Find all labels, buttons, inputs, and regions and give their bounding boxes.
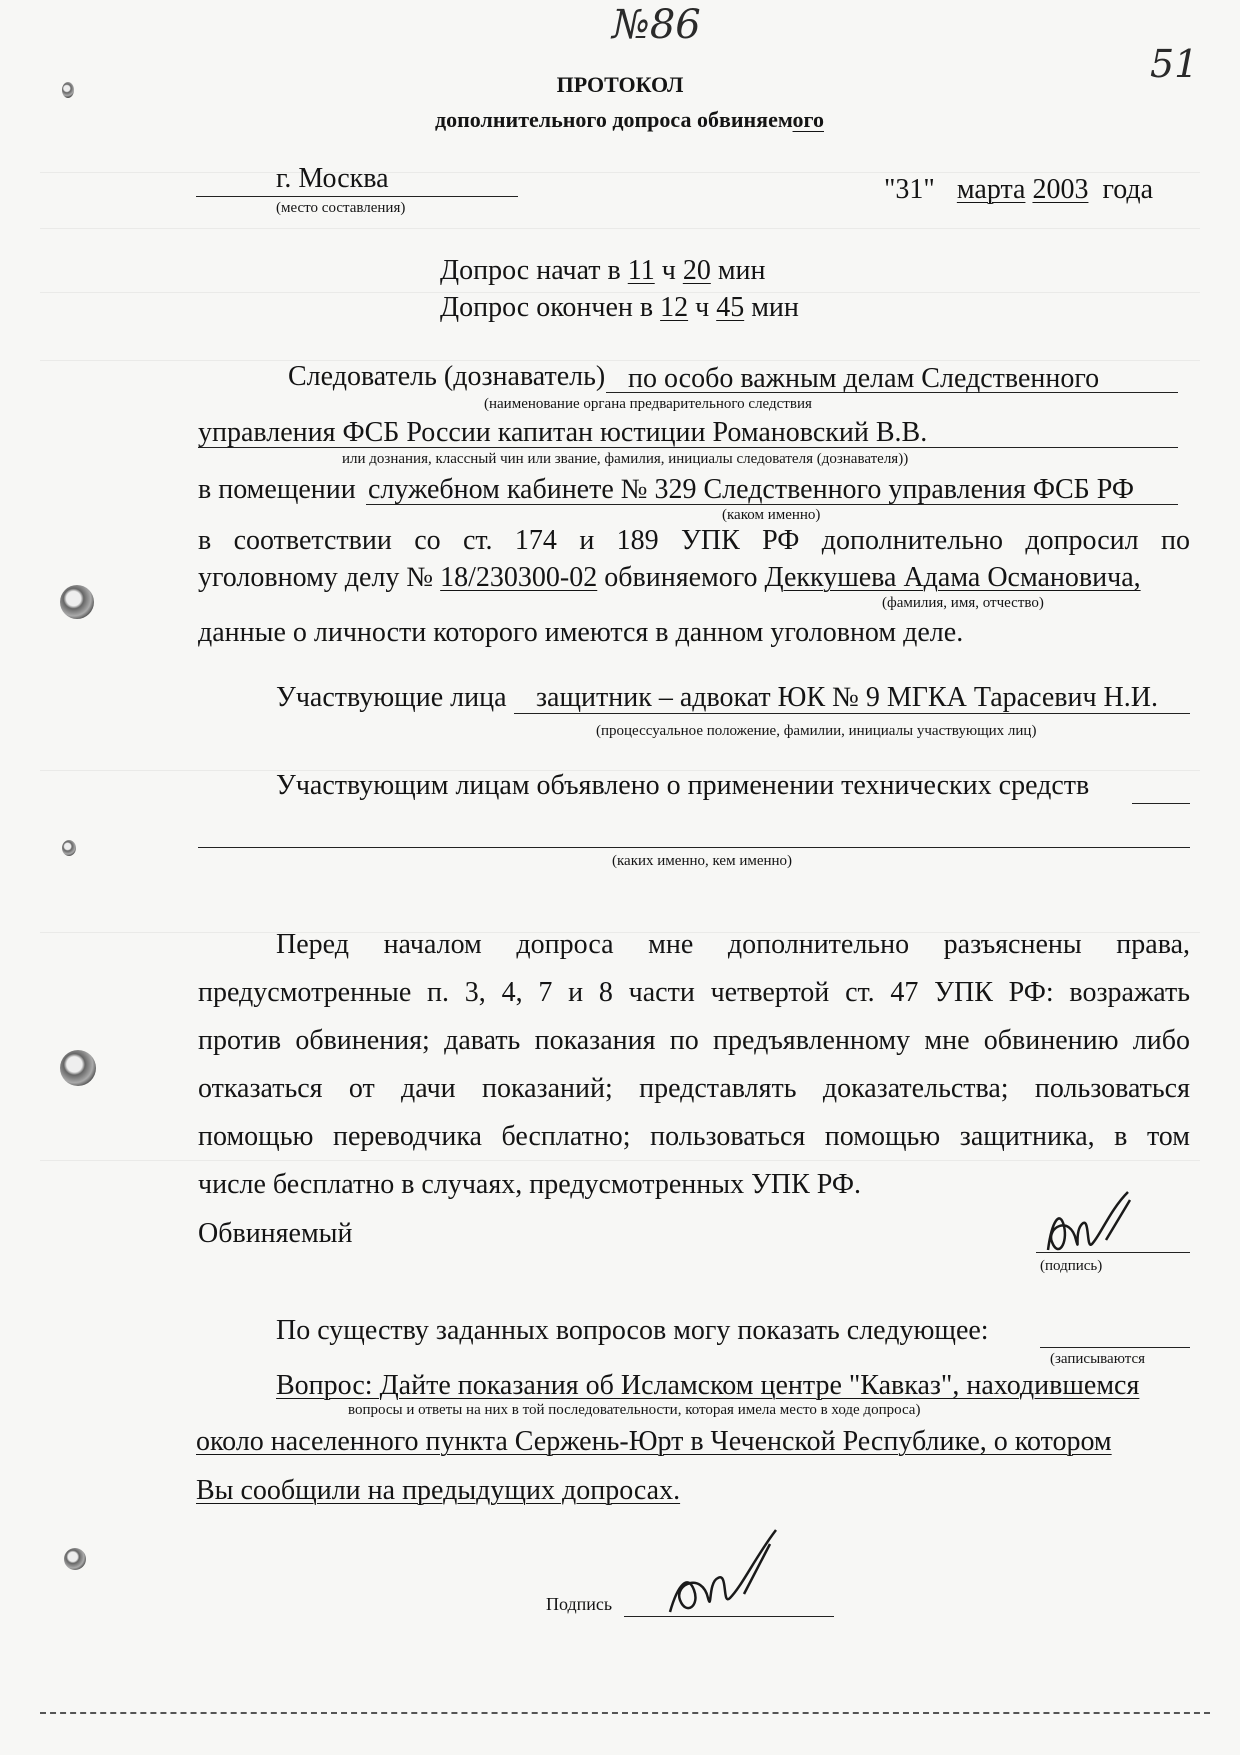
basis-line-3: данные о личности которого имеются в данном уголовном деле. bbox=[198, 617, 964, 648]
premises-value: служебном кабинете № 329 Следственного управления ФСБ РФ bbox=[368, 474, 1134, 505]
investigator-organ: по особо важным делам Следственного bbox=[628, 363, 1100, 394]
document-subtitle: дополнительного допроса обвиняемого bbox=[435, 107, 824, 132]
punch-hole bbox=[64, 1548, 86, 1570]
rights-line-5: помощью переводчика бесплатно; пользоваться помощью защитника, в том bbox=[198, 1121, 1190, 1152]
bleed-through-line bbox=[40, 360, 1200, 361]
investigator-label: Следователь (дознаватель) bbox=[288, 361, 606, 392]
basis-line-2: уголовному делу № 18/230300-02 обвиняемого Деккушева Адама Османовича, bbox=[198, 562, 1141, 593]
rights-line-6: числе бесплатно в случаях, предусмотренных УПК РФ. bbox=[198, 1169, 862, 1200]
testimony-caption-b: вопросы и ответы на них в той последовательности, которая имела место в ходе допроса) bbox=[348, 1402, 921, 1418]
punch-hole bbox=[62, 840, 76, 856]
participants-label: Участвующие лица bbox=[276, 682, 507, 713]
footer-signature bbox=[660, 1520, 790, 1620]
signature-caption: (подпись) bbox=[1040, 1258, 1103, 1274]
scan-edge bbox=[40, 1712, 1210, 1714]
accused-label: Обвиняемый bbox=[198, 1218, 353, 1249]
punch-hole bbox=[60, 585, 94, 619]
investigator-caption-2: или дознания, классный чин или звание, фамилия, инициалы следователя (дознавателя)) bbox=[342, 451, 909, 467]
rights-line-1: Перед началом допроса мне дополнительно разъяснены права, bbox=[276, 929, 1190, 960]
accused-signature-line bbox=[1036, 1252, 1190, 1253]
footer-signature-label: Подпись bbox=[546, 1594, 613, 1614]
rights-line-4: отказаться от дачи показаний; представлять доказательства; пользоваться bbox=[198, 1073, 1190, 1104]
document-title: ПРОТОКОЛ bbox=[556, 72, 684, 97]
place-value: г. Москва bbox=[276, 163, 389, 194]
rights-line-3: против обвинения; давать показания по предъявленному мне обвинению либо bbox=[198, 1025, 1190, 1056]
place-underline bbox=[196, 196, 518, 197]
investigator-name: управления ФСБ России капитан юстиции Романовский В.В. bbox=[198, 417, 928, 448]
premises-caption: (каком именно) bbox=[722, 507, 821, 523]
bleed-through-line bbox=[40, 172, 1200, 173]
basis-line-1: в соответствии со ст. 174 и 189 УПК РФ дополнительно допросил по bbox=[198, 525, 1190, 556]
participants-caption: (процессуальное положение, фамилии, инициалы участвующих лиц) bbox=[596, 723, 1037, 739]
participants-value: защитник – адвокат ЮК № 9 МГКА Тарасевич Н.И. bbox=[536, 682, 1159, 713]
testimony-caption-a: (записываются bbox=[1050, 1351, 1146, 1367]
technical-means-caption: (каких именно, кем именно) bbox=[612, 853, 793, 869]
testimony-intro-underline bbox=[1040, 1347, 1190, 1348]
investigator-caption-1: (наименование органа предварительного следствия bbox=[484, 396, 812, 412]
question-line-3: Вы сообщили на предыдущих допросах. bbox=[196, 1475, 681, 1506]
bleed-through-line bbox=[40, 1160, 1200, 1161]
question-line-2: около населенного пункта Сержень-Юрт в Чеченской Республике, о котором bbox=[196, 1426, 1112, 1457]
accused-name-caption: (фамилия, имя, отчество) bbox=[882, 595, 1044, 611]
interrogation-start-time: Допрос начат в 11 ч 20 мин bbox=[440, 255, 766, 286]
technical-means-underline-1 bbox=[1132, 803, 1190, 804]
punch-hole bbox=[60, 1050, 96, 1086]
interrogation-end-time: Допрос окончен в 12 ч 45 мин bbox=[440, 292, 799, 323]
handwritten-document-number: №86 bbox=[612, 2, 701, 48]
technical-means-underline-2 bbox=[198, 847, 1190, 848]
accused-signature bbox=[1030, 1180, 1150, 1270]
premises-label: в помещении bbox=[198, 474, 356, 505]
testimony-intro: По существу заданных вопросов могу показать следующее: bbox=[276, 1315, 989, 1346]
bleed-through-line bbox=[40, 228, 1200, 229]
question-line-1: Вопрос: Дайте показания об Исламском центре "Кавказ", находившемся bbox=[276, 1370, 1140, 1401]
handwritten-page-number: 51 bbox=[1150, 42, 1199, 86]
technical-means-text: Участвующим лицам объявлено о применении технических средств bbox=[276, 770, 1090, 801]
rights-line-2: предусмотренные п. 3, 4, 7 и 8 части четвертой ст. 47 УПК РФ: возражать bbox=[198, 977, 1190, 1008]
date-field: "31" марта 2003 года bbox=[884, 174, 1154, 205]
place-caption: (место составления) bbox=[276, 200, 406, 216]
